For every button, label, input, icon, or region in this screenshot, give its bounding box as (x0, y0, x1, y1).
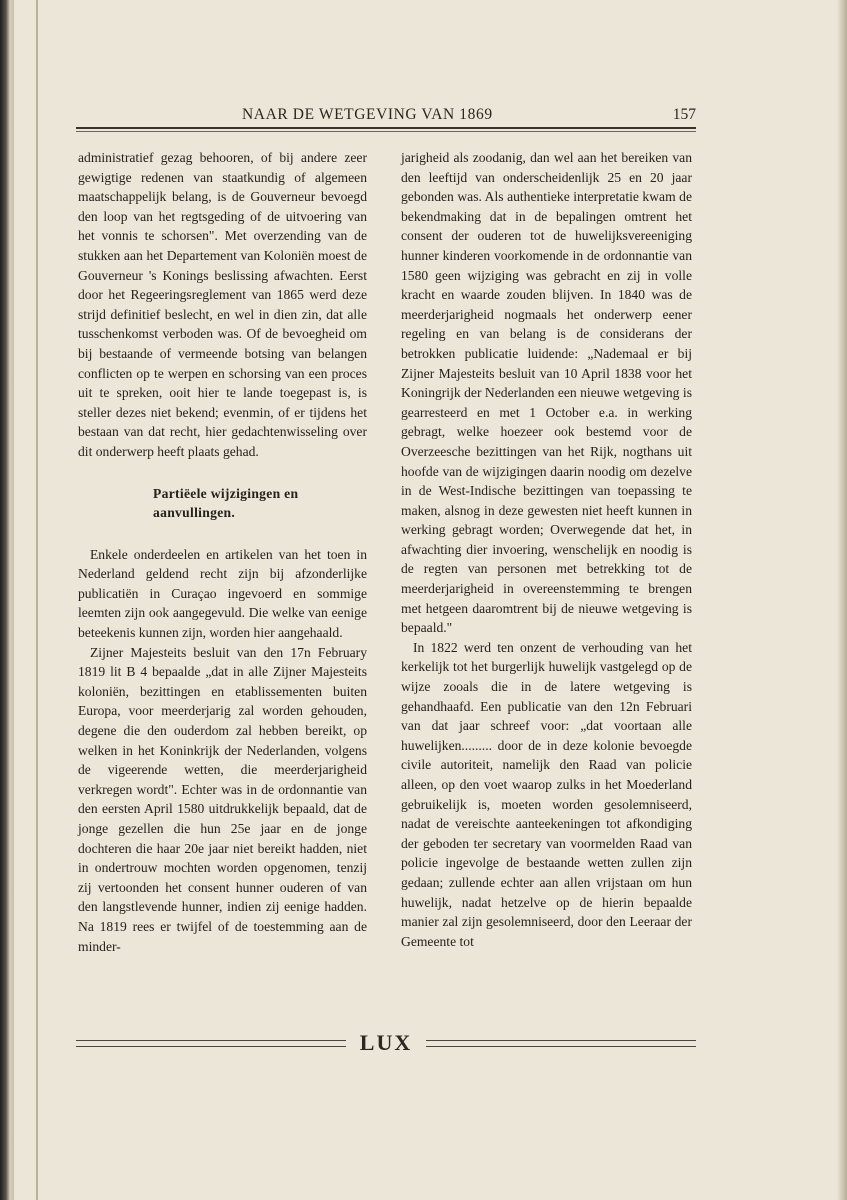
left-column (78, 148, 367, 956)
header-rule-thin (76, 131, 696, 132)
lux-logo: LUX (359, 1030, 413, 1055)
paragraph: Zijner Majesteits besluit van den 17n February 1819 lit B 4 bepaalde „dat in alle Zijner Majesteits koloniën, bezittingen en etablissementen buiten Europa, voor meerderjarig zal worden gehouden, degene die den ouderdom zal hebben bereikt, op welken in het Koninkrijk der Nederlanden, volgens de vigeerende wetten, die meerderjarigheid verkregen wordt". Echter was in de ordonnantie van den eersten April 1580 uitdrukkelijk bepaald, dat de jonge gezellen die hun 25e jaar en de jonge dochteren die haar 20e jaar niet bereikt hadden, niet in ondertrouw mochten worden opgenomen, tenzij zij vertoonden het consent hunner ouderen of van den langstlevende hunner, indien zij eenige hadden. Na 1819 rees er twijfel of de toestemming aan de minder- (78, 644, 367, 954)
footer-rule-left (76, 1040, 346, 1047)
running-title: NAAR DE WETGEVING VAN 1869 (242, 106, 493, 123)
paragraph: administratief gezag behooren, of bij andere zeer gewigtige redenen van staatkundig of algemeen maatschappelijk belang, is de Gouverneur bevoegd den loop van het regtsgeding of de uitvoering van het vonnis te schorsen". Met overzending van de stukken aan het Departement van Koloniën moest de Gouverneur 's Konings beslissing afwachten. Eerst door het Regeeringsreglement van 1865 werd deze strijd definitief beslecht, en wel in dien zin, dat alle tusschenkomst verboden was. Of de bevoegheid om bij bestaande of vermeende botsing van belangen conflicten op te werpen en schorsing van een proces uit te spreken, ooit hier te lande toegepast is, is steller dezes niet bekend; evenmin, of er tijdens het bestaan van dat recht, hier gedachtenwisseling over dit onderwerp heeft plaats gehad. (78, 150, 367, 459)
page-number: 157 (672, 106, 696, 123)
footer-rule-right (426, 1040, 696, 1047)
gutter-line (36, 0, 38, 1200)
page-edge (837, 0, 847, 1200)
footer-ornament (76, 1030, 696, 1056)
paragraph: In 1822 werd ten onzent de verhouding van het kerkelijk tot het burgerlijk huwelijk vastgelegd op de wijze zooals die in de latere wetgeving is gehandhaafd. Een publicatie van den 12n Februari van dat jaar schreef voor: „dat voortaan alle huwelijken......... door de in deze kolonie bevoegde civile autoriteit, namelijk den Raad van policie alleen, op den voet waarop zulks in het Moederland gebruikelijk is, moeten worden gesolemniseerd, nadat de vereischte aanteekeningen tot afkondiging der geboden ter secretary van voormelden Raad van policie ingevolge de bestaande wetten zullen zijn gedaan; zullende echter aan allen vrijstaan om hun huwelijk, nadat hetzelve op de hierin bepaalde manier zal zijn gesolemniseerd, door den Leeraar der Gemeente tot (401, 639, 692, 949)
right-column (401, 148, 692, 951)
running-header (76, 104, 696, 128)
book-spine-shadow (0, 0, 14, 1200)
header-rule (76, 127, 696, 129)
paragraph: jarigheid als zoodanig, dan wel aan het bereiken van den leeftijd van onderscheidenlijk 25 en 20 jaar gebonden was. Als authentieke interpretatie kwam de bekendmaking dat in de bepalingen omtrent het consent der ouderen tot de huwelijksvereeniging hunner kinderen voorkomende in de ordonnantie van 1580 geen wijziging was gebracht en zij in volle kracht en waarde zouden blijven. In 1840 was de meerderjarigheid nogmaals het onderwerp eener regeling en van belang is de considerans der betrokken publicatie luidende: „Nademaal er bij Zijner Majesteits besluit van 10 April 1838 voor het Koningrijk der Nederlanden een nieuwe wetgeving is gearresteerd en met 1 October e.a. in werking gebragt, welke hoezeer ook bestemd voor de Overzeesche bezittingen van het Rijk, nogthans uit hoofde van de wijzigingen daarin noodig om dezelve in de West-Indische bezittingen van toepassing te maken, alsnog in deze gewesten niet heeft kunnen in werking gebragt worden; Overwegende dat het, in afwachting dier invoering, wenschelijk en noodig is de regten van personen met betrekking tot de meerderjarigheid in overeenstemming te brengen met hetgeen daaromtrent bij de nieuwe wetgeving is bepaald." (401, 150, 692, 636)
section-subheading: Partiëele wijzigingen en aanvullingen. (153, 485, 299, 521)
paragraph: Enkele onderdeelen en artikelen van het toen in Nederland geldend recht zijn bij afzonderlijke publicatiën in Curaçao ingevoerd en sommige leemten zijn ook aangegevuld. Die welke van eenige beteekenis kunnen zijn, worden hier aangehaald. (78, 546, 367, 641)
